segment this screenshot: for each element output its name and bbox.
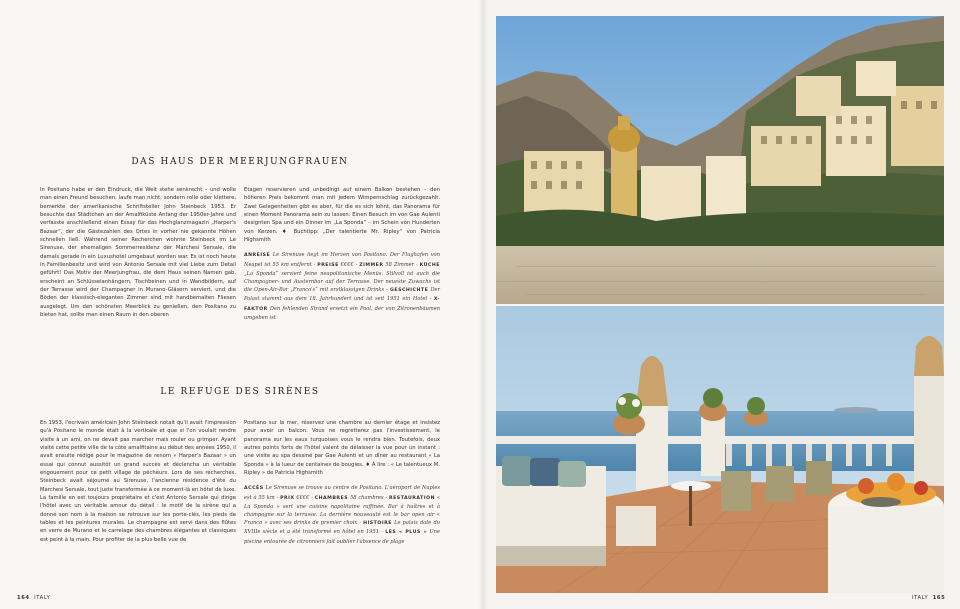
info-value: Une piscine entourée de citronniers fait oublier l'absence de plage <box>244 529 441 545</box>
info-value: « La Sponda » sert une cuisine napolitaine raffinée. Bar à huîtres et à champagne sur la terrasse. La dernière nouveauté est le bar open air « Franco » avec ses drinks de premier choix <box>244 494 441 527</box>
body-column-de-1 <box>40 186 236 320</box>
info-box-fr: ACCÈS Le Sirenuse se trouve au centre de Positano. L'aéroport de Naples est à 55 km · PRIX €€€€ · CHAMBRES 58 chambres · RESTAURATION « La Sponda » sert une cuisine napolitaine raffinée. Bar à huîtres et à champagne sur la terrasse. La dernière nouveauté est le bar open air « Franco » avec ses drinks de premier choix · HISTOIRE Le palais date du XVIIIe siècle et a été transformé en hôtel en 1951 · LES « PLUS » Une piscine entourée de citronniers fait oublier l'absence de plage <box>244 485 441 545</box>
info-value: Le palais date du XVIIIe siècle et a été transformé en hôtel en 1951 <box>244 520 440 536</box>
info-value: €€€€ <box>296 494 310 501</box>
info-key: PREISE <box>317 262 339 268</box>
info-key: X-FAKTOR <box>244 297 441 312</box>
body-text: En 1953, l'écrivain américain John Steinbeck notait qu'il avait l'impression qu'à Positano le monde était à la verticale et que si l'on voulait rendre visite à un ami, on ne devait pas marcher mais rouler ou grimper. Ayant visité cette petite ville de la côte amalfitaine au début des années 1950, il avait ensuite rédigé pour le magazine de renom « Harper's Bazaar » un essai qui connut aussitôt un grand succès et déclencha un véritable engouement pour ce petit village de pêcheurs. Lors de ses recherches, Steinbeck avait séjourné au Sirenuse, l'ancienne résidence d'été du Marchesi Sersale, tout juste transformée à ce moment-là en hôtel de luxe. La famille en est toujours propriétaire et c'est Antonio Sersale qui dirige l'hôtel avec un véritable amour du détail : le motif de la sirène qui a donné son nom à la maison se retrouve sur les porte-clés, les pieds de tables et les peintures murales. Le champagne est servi dans des flûtes en verre de Murano et le carrelage des chambres élégantes et classiques est peint à la main. Pour profiter de la plus belle vue de <box>40 420 236 543</box>
info-key: CHAMBRES <box>314 495 349 501</box>
info-value: „La Sponda“ serviert feine neapolitanische Menüs. Stilvoll ist auch die Champagner- und Austernbar auf der Terrasse. Der neueste Zuwachs ist die Open-Air-Bar „Franco's“ mit erstklassigen Drinks <box>244 270 440 294</box>
info-value: Le Sirenuse se trouve au centre de Positano. L'aéroport de Naples est à 55 km <box>244 485 440 501</box>
positano-hillside-photo <box>496 16 944 304</box>
terrace-illustration <box>496 306 944 593</box>
body-text: Positano sur la mer, réservez une chambre au dernier étage et insistez pour avoir un balcon. Vous ne regretterez pas l'investissement, le panorama sur les eaux turquoises vous le rendra bien. Toutefois, deux autres points forts de l'hôtel valent de délaisser la vue pour un instant : une visite au spa dessiné par Gae Aulenti et un dîner au restaurant « La Sponda » à la lueur de centaines de bougies. ♦ À lire : « Le talentueux M. Ripley » de Patricia Highsmith <box>244 420 440 477</box>
info-key: ANREISE <box>244 253 271 259</box>
info-key: ZIMMER <box>359 262 384 268</box>
body-text: Etagen reservieren und unbedingt auf einem Balkon bestehen – den höheren Preis bekommt man mit jedem Wimpernschlag zurückgezahlt. Zwei Gelegenheiten gibt es aber, für die es sich lohnt, das Panorama für einen Moment Panorama sein zu lassen: Einen Besuch im von Gae Aulenti designten Spa und ein Dinner im „La Sponda“ – im Schein von Hunderten von Kerzen. ♦ Buchtipp: „Der talentierte Mr. Ripley“ von Patricia Highsmith <box>244 187 440 244</box>
body-column-fr-1 <box>40 419 236 544</box>
info-value: 58 Zimmer <box>385 261 415 268</box>
terrace-sea-view-photo <box>496 306 944 593</box>
page-number-left: 164 <box>17 595 30 601</box>
info-key: KÜCHE <box>419 262 440 268</box>
info-value: Der Palast stammt aus dem 18. Jahrhundert und ist seit 1951 ein Hotel <box>244 287 440 303</box>
info-key: GESCHICHTE <box>390 288 429 294</box>
page-number-right: 165 <box>932 595 946 601</box>
running-head-right: ITALY <box>912 595 929 601</box>
info-box-de: ANREISE Le Sirenuse liegt im Herzen von Positano. Der Flughafen von Neapel ist 55 km entfernt · PREISE €€€€ · ZIMMER 58 Zimmer · KÜCHE „La Sponda“ serviert feine neapolitanische Menüs. Stilvoll ist auch die Champagner- und Austernbar auf der Terrasse. Der neueste Zuwachs ist die Open-Air-Bar „Franco's“ mit erstklassigen Drinks · GESCHICHTE Der Palast stammt aus dem 18. Jahrhundert und ist seit 1951 ein Hotel · X-FAKTOR Den fehlenden Strand ersetzt ein Pool, der von Zitronenbäumen umgeben ist <box>244 252 441 321</box>
info-key: LES « PLUS » <box>385 530 428 536</box>
info-key: HISTOIRE <box>363 521 392 527</box>
body-column-fr-2 <box>244 419 440 546</box>
info-key: PRIX <box>280 495 295 501</box>
info-value: Le Sirenuse liegt im Herzen von Positano. Der Flughafen von Neapel ist 55 km entfernt <box>244 252 440 268</box>
info-value: €€€€ <box>340 261 354 268</box>
book-gutter <box>478 0 488 609</box>
section-heading-de: DAS HAUS DER MEERJUNGFRAUEN <box>131 157 349 167</box>
hillside-illustration <box>496 16 944 304</box>
section-heading-fr: LE REFUGE DES SIRÈNES <box>160 387 320 397</box>
running-head-left: ITALY <box>34 595 51 601</box>
info-key: RESTAURATION <box>389 495 436 501</box>
info-value: 58 chambres <box>349 494 384 501</box>
body-column-de-2 <box>244 186 440 322</box>
info-key: ACCÈS <box>244 486 264 492</box>
folio-right <box>912 595 945 601</box>
body-text: In Positano habe er den Eindruck, die Welt stehe senkrecht – und wolle man einen Freund besuchen, laufe man nicht, sondern rolle oder klettere, bemerkte der amerikanische Schriftsteller John Steinbeck 1953. Er besuchte das Städtchen an der Amalfiküste Anfang der 1950er-Jahre und verfasste anschließend einen Essay für das Hochglanzmagazin „Harper's Bazaar“, der die Gästezahlen des Ortes in vorher nie gekannte Höhen schnellen ließ. Während seiner Recherchen wohnte Steinbeck im Le Sirenuse, der ehemaligen Sommerresidenz der Marchesi Sersale, die damals gerade in ein Luxushotel umgebaut worden war. Es ist noch heute in Familienbesitz und wird von Antonio Sersale mit viel Liebe zum Detail geführt! Das Motiv der Meerjungfrau, die dem Haus seinen Namen gab, erscheint an Schlüsselanhängern, Tischbeinen und in Wandbildern, auf der Terrasse wird der Champagner in Murano-Gläsern serviert, und die Böden der klassisch-eleganten Zimmer sind mit handbemalten Fliesen ausgelegt. Um den schönsten Meerblick zu genießen, den Positano zu bieten hat, sollte man einen Raum in den oberen <box>40 187 236 319</box>
info-value: Den fehlenden Strand ersetzt ein Pool, der von Zitronenbäumen umgeben ist <box>244 305 440 321</box>
folio-left <box>17 595 50 601</box>
